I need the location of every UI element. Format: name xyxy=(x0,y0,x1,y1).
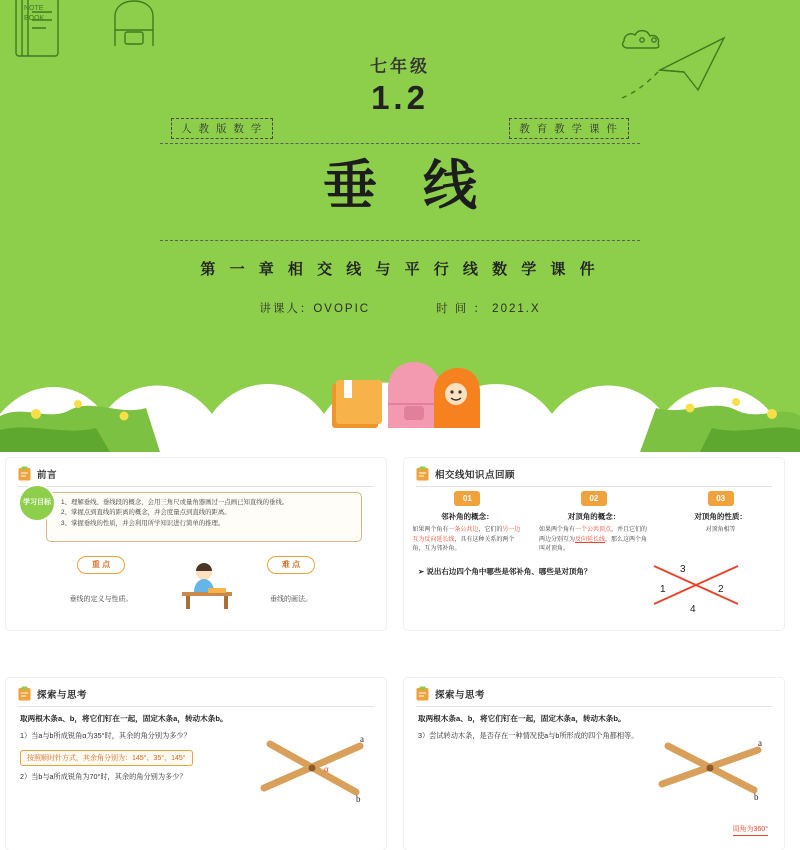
svg-text:a: a xyxy=(360,734,364,744)
goal-line-3: 3、掌握垂线的性质，并会利用所学知识进行简单的推理。 xyxy=(61,519,225,527)
grade-label: 七年级 xyxy=(370,57,430,76)
two-intersecting-sticks-figure xyxy=(654,726,772,804)
vertical-angles-figure xyxy=(644,554,748,616)
point-2-number: 02 xyxy=(581,491,607,506)
lesson-number: 1.2 xyxy=(371,79,429,116)
point-1-number: 01 xyxy=(454,491,480,506)
learning-goals-box xyxy=(46,492,362,542)
knowledge-points-row xyxy=(404,488,784,555)
slide-1-title: 前言 xyxy=(37,469,58,481)
svg-text:3: 3 xyxy=(680,564,686,575)
presenter-label: 讲课人：OVOPIC xyxy=(259,303,371,315)
point-2-body: 如果两个角有一个公共顶点，并且它们的两边分别互为反向延长线，那么这两个角叫对顶角。 xyxy=(538,527,648,553)
cover-meta xyxy=(0,300,800,316)
point-2-title: 对顶角的概念： xyxy=(567,512,621,521)
cover-subtitle: 第 一 章 相 交 线 与 平 行 线 数 学 课 件 xyxy=(200,261,600,278)
slide-3-header xyxy=(6,678,386,705)
svg-text:BOOK: BOOK xyxy=(24,15,45,22)
slide-3-answer-1: 按照顺时针方式，其余角分别为：145°、35°、145° xyxy=(20,750,193,766)
point-1-title: 邻补角的概念： xyxy=(441,512,494,521)
schoolbag-illustration xyxy=(330,332,480,442)
two-intersecting-sticks-figure xyxy=(256,726,374,804)
slide-4-lead: 取两根木条a、b，将它们钉在一起，固定木条a，转动木条b。 xyxy=(418,714,626,723)
svg-text:NOTE: NOTE xyxy=(24,5,44,12)
backpack-doodle-icon xyxy=(105,0,163,48)
clipboard-icon xyxy=(18,686,31,701)
slide-4-header xyxy=(404,678,784,705)
slide-4-note: 周角为360° xyxy=(733,824,768,836)
learning-goal-badge: 学习目标 xyxy=(20,486,54,520)
cover-heading-block xyxy=(0,52,800,117)
slide-thumbnail-1[interactable] xyxy=(6,458,386,630)
clipboard-icon xyxy=(416,466,429,481)
cloud-doodle-icon xyxy=(620,22,680,56)
goal-line-1: 1、理解垂线、垂线段的概念，会用三角尺或量角器画过一点画已知直线的垂线。 xyxy=(61,499,289,506)
slide-2-title: 相交线知识点回顾 xyxy=(435,469,516,481)
svg-text:b: b xyxy=(356,794,361,804)
courseware-tag: 教 育 教 学 课 件 xyxy=(509,118,629,139)
divider-bottom xyxy=(160,240,640,241)
point-3-body: 对顶角相等 xyxy=(705,527,736,533)
slide-3-question-2: 2）当b与a所成锐角为70°时，其余的角分别为多少？ xyxy=(20,772,187,781)
difficult-point-pill: 难 点 xyxy=(267,556,315,574)
slide-3-question-1: 1）当a与b所成锐角α为35°时，其余的角分别为多少？ xyxy=(20,731,191,740)
slide-thumbnail-3[interactable] xyxy=(6,678,386,850)
slide-1-divider xyxy=(18,486,374,487)
slide-2-question: ➢ 说出右边四个角中哪些是邻补角、哪些是对顶角？ xyxy=(418,567,592,576)
svg-text:b: b xyxy=(754,792,759,802)
key-point-caption: 垂线的定义与性质。 xyxy=(69,595,133,603)
cover-tag-row xyxy=(0,118,800,139)
slide-2-header xyxy=(404,458,784,485)
key-point-card xyxy=(31,554,171,604)
goal-line-2: 2、掌握点到直线的距离的概念，并会度量点到直线的距离。 xyxy=(61,509,231,517)
knowledge-point-1 xyxy=(408,488,526,555)
page-title: 垂线 xyxy=(323,156,523,216)
slide-3-lead: 取两根木条a、b，将它们钉在一起，固定木条a，转动木条b。 xyxy=(20,714,228,723)
knowledge-point-2 xyxy=(535,488,653,555)
difficult-point-caption: 垂线的画法。 xyxy=(270,595,312,603)
slide-thumbnail-4[interactable] xyxy=(404,678,784,850)
knowledge-point-3 xyxy=(662,488,780,536)
svg-text:1: 1 xyxy=(660,584,666,595)
svg-text:4: 4 xyxy=(690,604,696,615)
svg-text:2: 2 xyxy=(718,584,724,595)
clipboard-icon xyxy=(18,466,31,481)
clipboard-icon xyxy=(416,686,429,701)
point-3-title: 对顶角的性质： xyxy=(694,512,747,521)
point-3-number: 03 xyxy=(708,491,734,506)
publisher-tag: 人 教 版 数 学 xyxy=(171,118,273,139)
slide-3-title: 探索与思考 xyxy=(37,689,88,701)
slide-thumbnail-2[interactable] xyxy=(404,458,784,630)
slide-2-divider xyxy=(416,486,772,487)
key-point-pill: 重 点 xyxy=(77,556,125,574)
student-at-desk-illustration xyxy=(178,558,236,610)
svg-text:a: a xyxy=(758,738,762,748)
slide-thumbnail-grid xyxy=(0,452,800,833)
date-label: 时 间 ： 2021.X xyxy=(436,303,541,315)
svg-text:α: α xyxy=(324,764,329,774)
divider-top xyxy=(160,143,640,144)
slide-1-header xyxy=(6,458,386,485)
point-1-body: 如果两个角有一条公共边，它们的另一边互为反向延长线，具有这种关系的两个角，互为邻补角。 xyxy=(412,527,521,553)
slide-4-title: 探索与思考 xyxy=(435,689,486,701)
difficult-point-card xyxy=(221,554,361,604)
slide-4-question-1: 3）尝试转动木条，是否存在一种情况使a与b所形成的四个角都相等。 xyxy=(418,731,639,740)
